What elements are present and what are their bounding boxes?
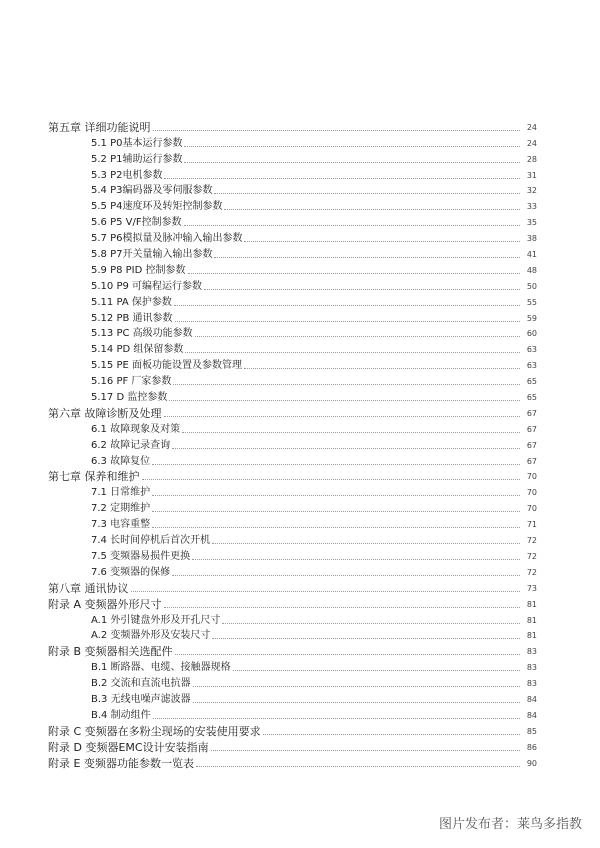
dot-leader [142,478,521,480]
dot-leader [174,304,520,306]
dot-leader [175,320,520,322]
dot-leader [244,367,520,369]
toc-section-row[interactable] [0,531,600,547]
toc-page-number: 24 [526,122,537,132]
toc-entry-title: B.1 断路器、电缆、接触器规格 [91,662,231,674]
toc-page-number: 50 [526,281,537,291]
toc-page-number: 81 [526,599,537,609]
toc-entry-title: A.2 变频器外形及安装尺寸 [91,630,211,642]
toc-section-row[interactable] [0,452,600,468]
dot-leader [164,415,521,417]
watermark-text: 图片发布者：莱鸟多指教 [438,817,582,832]
dot-leader [164,606,520,608]
toc-section-row[interactable] [0,229,600,245]
toc-chapter-row[interactable] [0,595,600,611]
dot-leader [175,653,520,655]
toc-chapter-row[interactable] [0,468,600,484]
toc-page-number: 65 [526,393,537,403]
toc-section-row[interactable] [0,261,600,277]
toc-page-number: 67 [526,456,537,466]
dot-leader [211,749,520,751]
dot-leader [153,717,520,719]
dot-leader [244,240,520,242]
toc-entry-title: 第七章 保养和维护 [48,470,140,484]
dot-leader [153,129,521,131]
dot-leader [152,510,520,512]
toc-section-row[interactable] [0,515,600,531]
toc-entry-title: A.1 外引键盘外形及开孔尺寸 [91,614,221,626]
toc-section-row[interactable] [0,611,600,627]
toc-entry-title: 附录 A 变频器外形尺寸 [48,597,162,611]
toc-entry-title: 6.3 故障复位 [91,455,151,467]
dot-leader [222,622,520,624]
toc-page-number: 67 [526,440,537,450]
toc-page-number: 70 [526,504,537,514]
toc-page-number: 32 [526,186,537,196]
dot-leader [184,224,520,226]
dot-leader [224,208,520,210]
toc-section-row[interactable] [0,499,600,515]
dot-leader [212,542,520,544]
toc-entry-title: 5.9 P8 PID 控制参数 [91,264,186,276]
toc-entry-title: 5.5 P4速度环及转矩控制参数 [91,201,223,213]
dot-leader [169,399,520,401]
toc-chapter-row[interactable] [0,722,600,738]
toc-page-number: 86 [526,742,537,752]
toc-page-number: 72 [526,567,537,577]
toc-entry-title: B.3 无线电噪声滤波器 [91,693,191,705]
dot-leader [173,383,520,385]
toc-section-row[interactable] [0,563,600,579]
dot-leader [193,685,520,687]
toc-entry-title: B.2 交流和直流电抗器 [91,678,191,690]
toc-page-number: 81 [526,615,537,625]
toc-page-number: 28 [526,154,537,164]
toc-page-number: 63 [526,361,537,371]
dot-leader [195,335,520,337]
dot-leader [152,463,520,465]
toc-page-number: 55 [526,297,537,307]
toc-entry-title: 5.10 P9 可编程运行参数 [91,280,203,292]
toc-entry-title: 5.6 P5 V/F控制参数 [91,217,182,229]
toc-section-row[interactable] [0,627,600,643]
toc-section-row[interactable] [0,388,600,404]
toc-entry-title: 附录 D 变频器EMC设计安装指南 [48,740,209,754]
toc-page-number: 33 [526,202,537,212]
toc-entry-title: 5.16 PF 厂家参数 [91,376,172,388]
dot-leader [185,351,520,353]
dot-leader [204,288,520,290]
toc-page-number: 60 [526,329,537,339]
toc-section-row[interactable] [0,436,600,452]
dot-leader [184,145,520,147]
toc-section-row[interactable] [0,690,600,706]
toc-page-number: 48 [526,265,537,275]
dot-leader [193,701,520,703]
toc-section-row[interactable] [0,658,600,674]
dot-leader [212,637,520,639]
toc-entry-title: 5.17 D 监控参数 [91,392,168,404]
toc-page-number: 35 [526,218,537,228]
toc-entry-title: 5.15 PE 面板功能设置及参数管理 [91,360,242,372]
toc-section-row[interactable] [0,293,600,309]
dot-leader [152,526,520,528]
toc-page-number: 70 [526,472,537,482]
dot-leader [184,161,520,163]
toc-entry-title: B.4 制动组件 [91,709,151,721]
dot-leader [188,272,520,274]
toc-entry-title: 5.3 P2电机参数 [91,169,163,181]
dot-leader [214,256,520,258]
toc-section-row[interactable] [0,372,600,388]
toc-section-row[interactable] [0,547,600,563]
toc-section-row[interactable] [0,197,600,213]
toc-chapter-row[interactable] [0,404,600,420]
toc-entry-title: 5.13 PC 高级功能参数 [91,328,193,340]
toc-page-number: 83 [526,663,537,673]
toc-entry-title: 7.3 电容重整 [91,519,151,531]
toc-chapter-row[interactable] [0,642,600,658]
toc-page-number: 24 [526,138,537,148]
toc-entry-title: 7.1 日常维护 [91,487,151,499]
dot-leader [182,431,520,433]
dot-leader [131,590,521,592]
toc-entry-title: 7.4 长时间停机后首次开机 [91,535,211,547]
table-of-contents [0,118,600,770]
toc-entry-title: 5.2 P1辅助运行参数 [91,153,183,165]
toc-page-number: 72 [526,551,537,561]
dot-leader [233,669,520,671]
toc-section-row[interactable] [0,483,600,499]
toc-page-number: 59 [526,313,537,323]
toc-entry-title: 附录 C 变频器在多粉尘现场的安装使用要求 [48,724,261,738]
dot-leader [172,574,520,576]
toc-page-number: 41 [526,250,537,260]
toc-page-number: 67 [526,424,537,434]
toc-section-row[interactable] [0,309,600,325]
toc-entry-title: 5.14 PD 组保留参数 [91,344,184,356]
toc-page-number: 84 [526,694,537,704]
toc-entry-title: 第五章 详细功能说明 [48,120,151,134]
toc-section-row[interactable] [0,182,600,198]
toc-page-number: 90 [526,758,537,768]
toc-entry-title: 第八章 通讯协议 [48,581,129,595]
toc-page-number: 67 [526,408,537,418]
toc-entry-title: 第六章 故障诊断及处理 [48,406,162,420]
dot-leader [214,192,520,194]
toc-page-number: 72 [526,536,537,546]
toc-entry-title: 7.6 变频器的保修 [91,566,171,578]
toc-chapter-row[interactable] [0,579,600,595]
toc-section-row[interactable] [0,277,600,293]
toc-entry-title: 附录 E 变频器功能参数一览表 [48,756,194,770]
toc-section-row[interactable] [0,245,600,261]
toc-section-row[interactable] [0,213,600,229]
toc-entry-title: 附录 B 变频器相关选配件 [48,645,173,659]
toc-section-row[interactable] [0,356,600,372]
dot-leader [192,558,520,560]
toc-page-number: 83 [526,679,537,689]
toc-page-number: 65 [526,377,537,387]
toc-section-row[interactable] [0,150,600,166]
toc-page-number: 70 [526,488,537,498]
toc-entry-title: 5.8 P7开关量输入输出参数 [91,249,213,261]
toc-entry-title: 5.11 PA 保护参数 [91,296,172,308]
toc-page-number: 84 [526,710,537,720]
dot-leader [152,494,520,496]
toc-entry-title: 5.12 PB 通讯参数 [91,312,173,324]
toc-entry-title: 5.1 P0基本运行参数 [91,137,183,149]
toc-entry-title: 6.2 故障记录查询 [91,439,171,451]
toc-entry-title: 7.2 定期维护 [91,503,151,515]
toc-entry-title: 6.1 故障现象及对策 [91,423,181,435]
toc-page-number: 38 [526,234,537,244]
toc-entry-title: 5.4 P3编码器及零伺服参数 [91,185,213,197]
dot-leader [196,765,520,767]
toc-page-number: 83 [526,647,537,657]
toc-entry-title: 7.5 变频器易损件更换 [91,550,191,562]
toc-page-number: 81 [526,631,537,641]
toc-section-row[interactable] [0,340,600,356]
dot-leader [263,733,520,735]
toc-page-number: 71 [526,520,537,530]
toc-page-number: 63 [526,345,537,355]
toc-chapter-row[interactable] [0,118,600,134]
toc-section-row[interactable] [0,134,600,150]
dot-leader [164,177,520,179]
toc-page-number: 31 [526,170,537,180]
toc-section-row[interactable] [0,166,600,182]
toc-chapter-row[interactable] [0,754,600,770]
toc-page-number: 85 [526,726,537,736]
toc-chapter-row[interactable] [0,738,600,754]
toc-entry-title: 5.7 P6模拟量及脉冲输入输出参数 [91,233,243,245]
toc-section-row[interactable] [0,706,600,722]
dot-leader [172,447,520,449]
toc-section-row[interactable] [0,420,600,436]
toc-page-number: 73 [526,583,537,593]
toc-section-row[interactable] [0,674,600,690]
toc-section-row[interactable] [0,325,600,341]
